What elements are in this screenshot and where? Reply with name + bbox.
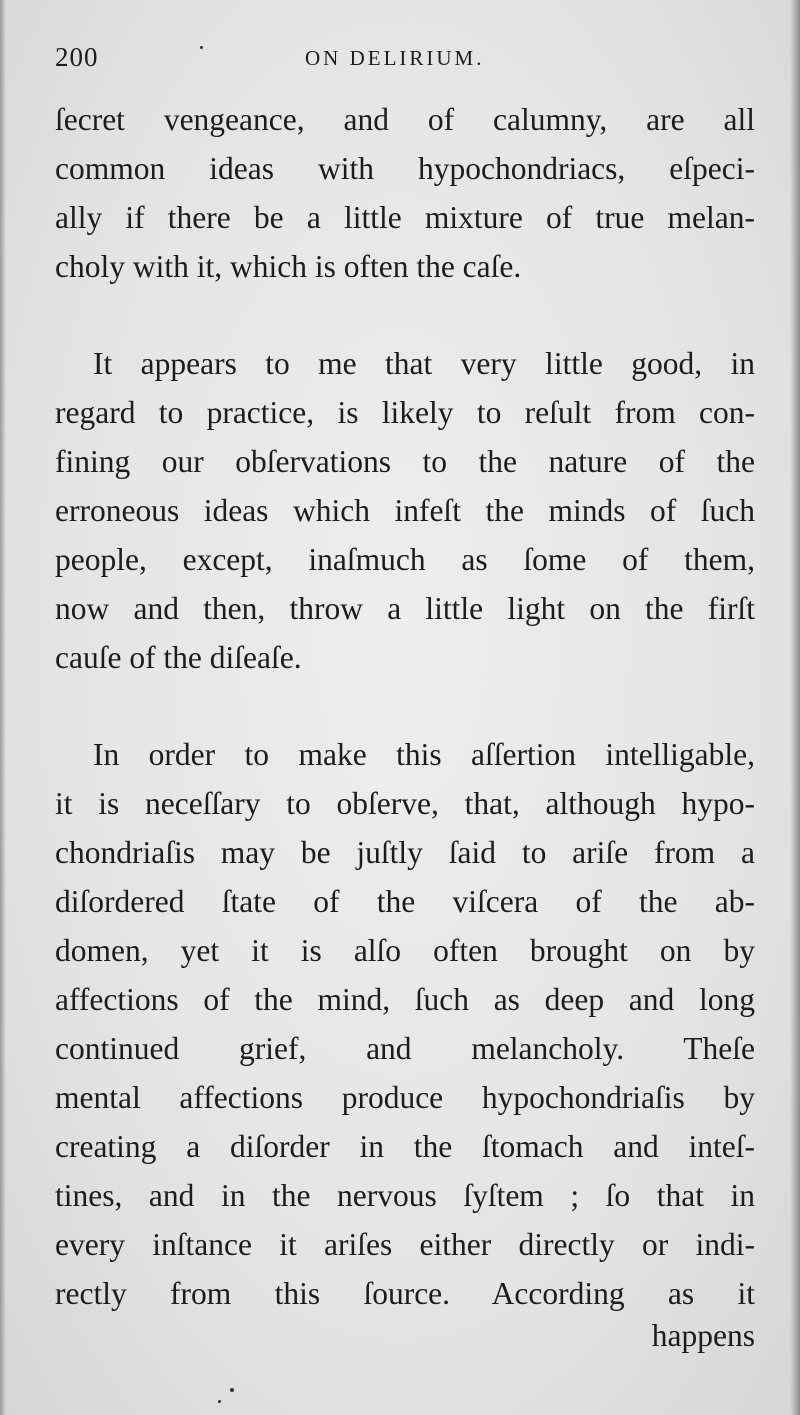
text-line: domen, yet it is alſo often brought on by xyxy=(55,933,755,968)
running-head: ON DELIRIUM. xyxy=(305,46,485,70)
paragraph-gap xyxy=(55,291,755,339)
text-line: diſordered ſtate of the viſcera of the ab- xyxy=(55,884,755,919)
text-line: ſecret vengeance, and of calumny, are all xyxy=(55,102,755,137)
text-line: people, except, inaſmuch as ſome of them, xyxy=(55,542,755,577)
text-line: cauſe of the diſeaſe. xyxy=(55,640,302,675)
text-line: fining our obſervations to the nature of the xyxy=(55,444,755,479)
text-line: chondriaſis may be juſtly ſaid to ariſe from a xyxy=(55,835,755,870)
text-line: it is neceſſary to obſerve, that, although hypo- xyxy=(55,786,755,821)
page-header xyxy=(55,42,755,82)
body-text xyxy=(55,95,755,1318)
text-line: In order to make this aſſertion intelligable, xyxy=(93,737,755,772)
text-line: continued grief, and melancholy. Theſe xyxy=(55,1031,755,1066)
text-line: creating a diſorder in the ſtomach and inteſ- xyxy=(55,1129,755,1164)
paragraph-gap xyxy=(55,682,755,730)
text-line: every inſtance it ariſes either directly or indi- xyxy=(55,1227,755,1262)
paragraph-1 xyxy=(55,95,755,291)
paragraph-2 xyxy=(55,339,755,682)
text-line: tines, and in the nervous ſyſtem ; ſo that in xyxy=(55,1178,755,1213)
text-line: erroneous ideas which infeſt the minds of ſuch xyxy=(55,493,755,528)
text-line: choly with it, which is often the caſe. xyxy=(55,249,522,284)
text-line: rectly from this ſource. According as it xyxy=(55,1276,755,1311)
text-line: regard to practice, is likely to reſult from con- xyxy=(55,395,755,430)
page-number: 200 xyxy=(55,42,99,72)
ink-speck xyxy=(200,46,203,49)
ink-speck xyxy=(230,1388,234,1392)
page-edge-shadow-right xyxy=(790,0,800,1415)
ink-speck xyxy=(218,1400,221,1403)
text-line: mental affections produce hypochondriaſis by xyxy=(55,1080,755,1115)
text-line: common ideas with hypochondriacs, eſpeci- xyxy=(55,151,755,186)
text-line: It appears to me that very little good, in xyxy=(93,346,755,381)
page-edge-shadow-left xyxy=(0,0,6,1415)
paragraph-3 xyxy=(55,730,755,1318)
catchword: happens xyxy=(651,1318,755,1353)
text-line: now and then, throw a little light on the firſt xyxy=(55,591,755,626)
text-line: affections of the mind, ſuch as deep and long xyxy=(55,982,755,1017)
text-line: ally if there be a little mixture of true melan- xyxy=(55,200,755,235)
